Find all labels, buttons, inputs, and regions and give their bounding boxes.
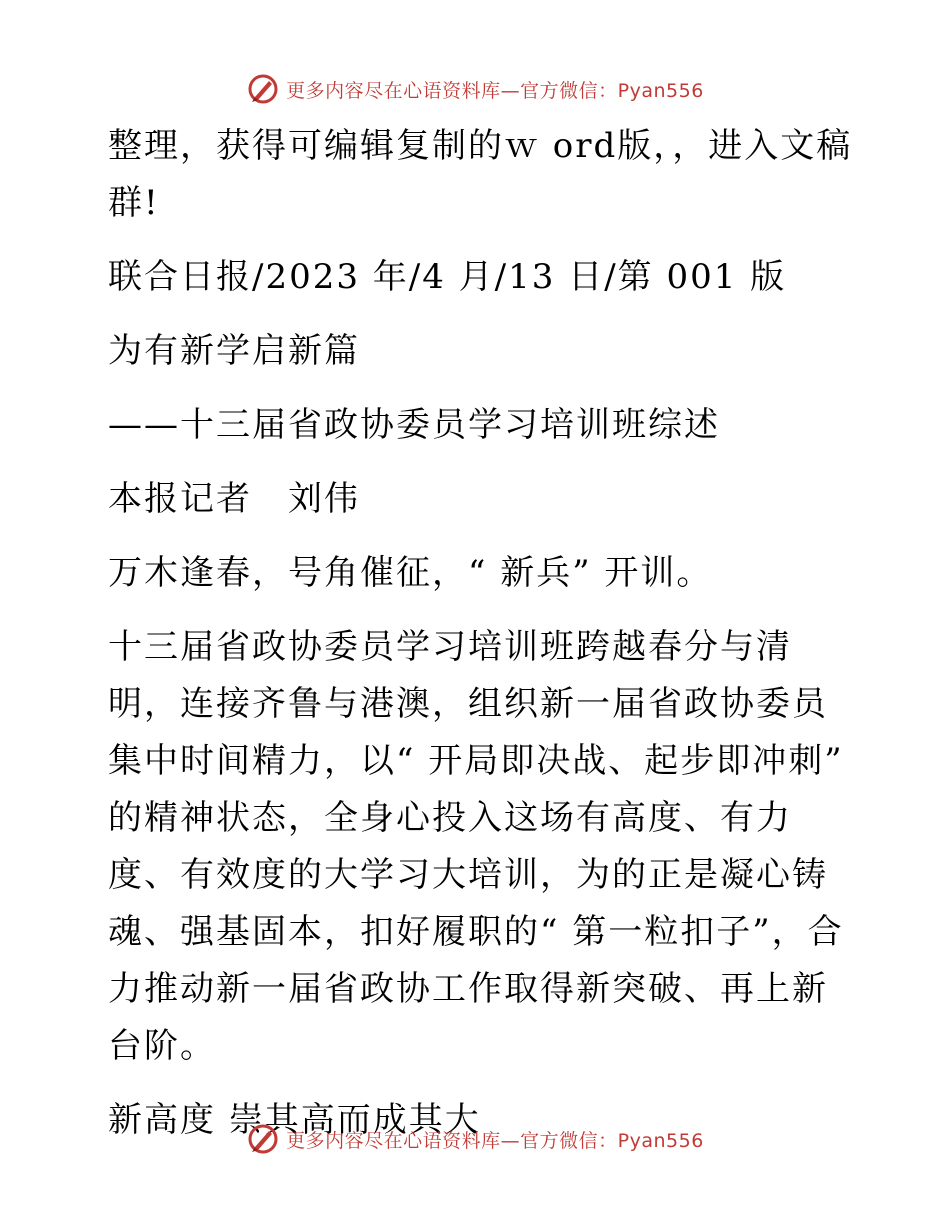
watermark-banner-bottom bbox=[0, 1122, 950, 1156]
paragraph-body: 十三届省政协委员学习培训班跨越春分与清明，连接齐鲁与港澳，组织新一届省政协委员集中时间精力，以“ 开局即决战、起步即冲刺” 的精神状态，全身心投入这场有高度、有力度、有效度的大学习大培训，为的正是凝心铸魂、强基固本，扣好履职的“ 第一粒扣子”，合力推动新一届省政协工作取得新突破、再上新台阶。 bbox=[108, 627, 844, 1066]
paragraph-source: 联合日报/2023 年/4 月/13 日/第 001 版 bbox=[108, 257, 787, 297]
pen-logo-icon bbox=[246, 72, 280, 106]
pen-logo-icon bbox=[246, 1122, 280, 1156]
watermark-text-top: 更多内容尽在心语资料库—官方微信：Pyan556 bbox=[286, 79, 704, 102]
paragraph-lead: 万木逢春，号角催征，“ 新兵” 开训。 bbox=[108, 553, 713, 593]
article-byline: 本报记者 刘伟 bbox=[108, 479, 360, 519]
watermark-banner-top bbox=[0, 72, 950, 106]
article-title: 为有新学启新篇 bbox=[108, 331, 360, 371]
watermark-text-bottom: 更多内容尽在心语资料库—官方微信：Pyan556 bbox=[286, 1129, 704, 1152]
document-body bbox=[98, 118, 858, 1149]
section-heading: 新高度 崇其高而成其大 bbox=[108, 1100, 481, 1140]
paragraph-intro: 整理，获得可编辑复制的ｗ ord版，，进入文稿群! bbox=[108, 126, 853, 223]
article-subtitle: ——十三届省政协委员学习培训班综述 bbox=[108, 405, 720, 445]
